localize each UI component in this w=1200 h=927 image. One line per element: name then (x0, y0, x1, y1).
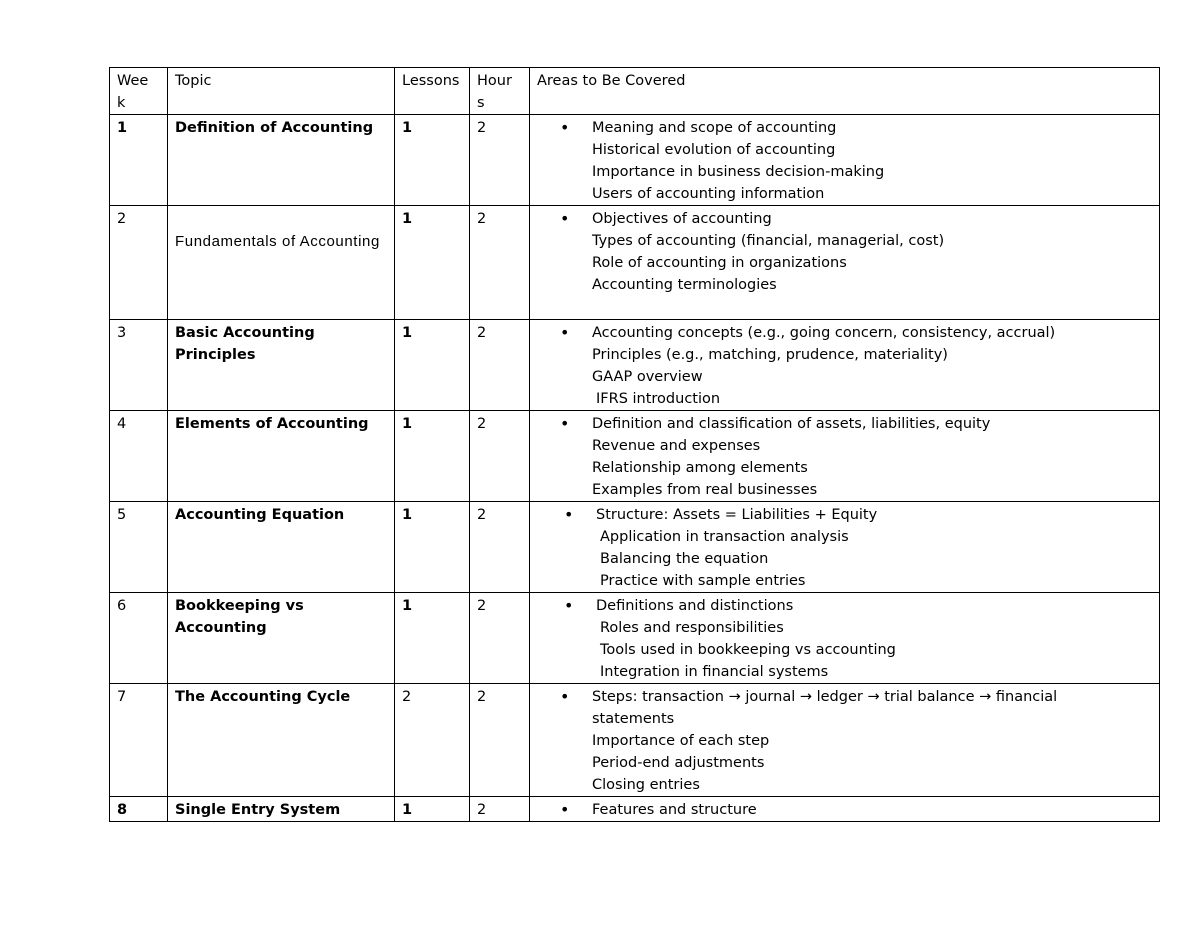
header-week (110, 68, 168, 115)
areas-cell (530, 684, 1160, 797)
area-item: Roles and responsibilities (600, 620, 784, 636)
areas-cell (530, 115, 1160, 206)
header-topic: Topic (168, 68, 395, 115)
table-row (110, 797, 1160, 822)
area-item: Importance in business decision-making (592, 164, 885, 180)
week-cell: 8 (110, 797, 168, 822)
header-lessons: Lessons (395, 68, 470, 115)
header-week-line1: Wee (117, 73, 149, 89)
area-item: Balancing the equation (600, 551, 769, 567)
areas-cell (530, 502, 1160, 593)
week-cell: 7 (110, 684, 168, 797)
area-item: • Meaning and scope of accounting (560, 117, 1153, 139)
lessons-cell: 1 (395, 320, 470, 411)
area-item: Integration in financial systems (600, 664, 829, 680)
area-item: Closing entries (592, 777, 700, 793)
area-item: • Definitions and distinctions (560, 595, 1153, 617)
area-item: Practice with sample entries (600, 573, 806, 589)
areas-cell (530, 206, 1160, 320)
area-item: Importance of each step (592, 733, 770, 749)
lessons-cell: 1 (395, 206, 470, 320)
header-hours-line1: Hour (477, 73, 512, 89)
areas-cell (530, 411, 1160, 502)
week-cell: 4 (110, 411, 168, 502)
lessons-cell: 1 (395, 115, 470, 206)
header-hours-line2: s (477, 95, 485, 111)
lessons-cell: 1 (395, 593, 470, 684)
lessons-cell: 1 (395, 502, 470, 593)
week-cell: 6 (110, 593, 168, 684)
area-item: GAAP overview (592, 369, 703, 385)
area-item: Principles (e.g., matching, prudence, materiality) (592, 347, 948, 363)
hours-cell: 2 (470, 502, 530, 593)
area-item: Application in transaction analysis (600, 529, 849, 545)
hours-cell: 2 (470, 206, 530, 320)
table-row (110, 502, 1160, 593)
area-item: • Steps: transaction → journal → ledger → trial balance → financial statements (560, 686, 1153, 730)
area-item: • Features and structure (560, 799, 1153, 821)
area-item: • Definition and classification of assets, liabilities, equity (560, 413, 1153, 435)
lessons-cell: 1 (395, 797, 470, 822)
topic-cell: The Accounting Cycle (168, 684, 395, 797)
area-item: Revenue and expenses (592, 438, 761, 454)
header-areas: Areas to Be Covered (530, 68, 1160, 115)
topic-cell: Single Entry System (168, 797, 395, 822)
area-item: Period-end adjustments (592, 755, 765, 771)
hours-cell: 2 (470, 797, 530, 822)
hours-cell: 2 (470, 115, 530, 206)
header-week-line2: k (117, 95, 126, 111)
table-row (110, 411, 1160, 502)
week-cell: 2 (110, 206, 168, 320)
table-row (110, 684, 1160, 797)
area-item: Examples from real businesses (592, 482, 818, 498)
topic-cell: Basic Accounting Principles (168, 320, 395, 411)
area-item: • Accounting concepts (e.g., going concern, consistency, accrual) (560, 322, 1153, 344)
week-cell: 1 (110, 115, 168, 206)
topic-cell: Fundamentals of Accounting (168, 206, 395, 320)
hours-cell: 2 (470, 320, 530, 411)
area-item: IFRS introduction (596, 391, 721, 407)
topic-cell: Elements of Accounting (168, 411, 395, 502)
table-row (110, 593, 1160, 684)
area-item: Tools used in bookkeeping vs accounting (600, 642, 896, 658)
area-item: • Objectives of accounting (560, 208, 1153, 230)
hours-cell: 2 (470, 593, 530, 684)
area-item: Historical evolution of accounting (592, 142, 836, 158)
header-hours (470, 68, 530, 115)
table-row (110, 206, 1160, 320)
area-item: • Structure: Assets = Liabilities + Equity (560, 504, 1153, 526)
week-cell: 5 (110, 502, 168, 593)
table-row (110, 115, 1160, 206)
areas-cell (530, 593, 1160, 684)
topic-cell: Definition of Accounting (168, 115, 395, 206)
area-item: Types of accounting (financial, managerial, cost) (592, 233, 945, 249)
lessons-cell: 1 (395, 411, 470, 502)
area-item: Users of accounting information (592, 186, 825, 202)
topic-cell: Bookkeeping vs Accounting (168, 593, 395, 684)
table-header-row (110, 68, 1160, 115)
hours-cell: 2 (470, 411, 530, 502)
area-item: Accounting terminologies (592, 277, 777, 293)
topic-cell: Accounting Equation (168, 502, 395, 593)
area-item: Role of accounting in organizations (592, 255, 847, 271)
hours-cell: 2 (470, 684, 530, 797)
areas-cell (530, 320, 1160, 411)
week-cell: 3 (110, 320, 168, 411)
lessons-cell: 2 (395, 684, 470, 797)
areas-cell (530, 797, 1160, 822)
course-schedule-table (109, 67, 1160, 822)
area-item: Relationship among elements (592, 460, 808, 476)
table-row (110, 320, 1160, 411)
